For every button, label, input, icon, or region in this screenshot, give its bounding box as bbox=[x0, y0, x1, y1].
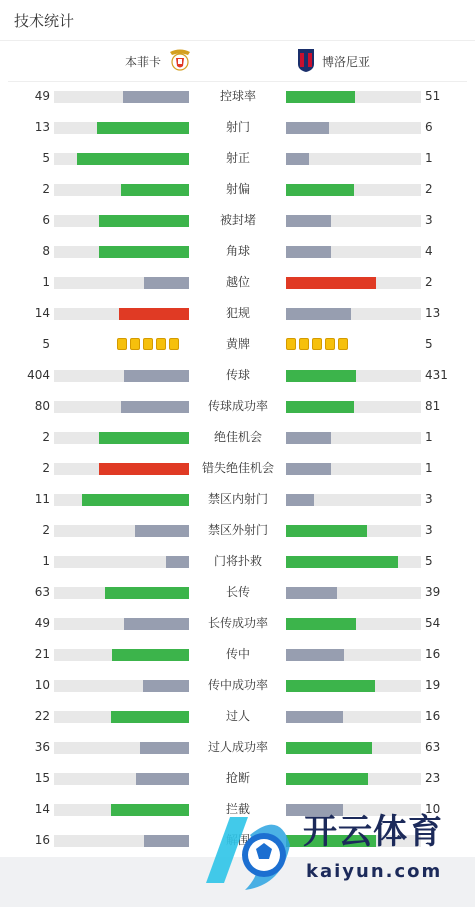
home-bar-track bbox=[54, 680, 189, 692]
away-bar-track bbox=[286, 153, 421, 165]
stats-table bbox=[0, 81, 475, 856]
home-value: 2 bbox=[42, 523, 50, 537]
stat-row bbox=[0, 515, 475, 546]
away-yellow-cards bbox=[286, 338, 348, 350]
stat-label: 越位 bbox=[225, 275, 250, 289]
watermark-text-cn: 开云体育 bbox=[303, 812, 443, 852]
away-bar-track bbox=[286, 711, 421, 723]
watermark-text-en: kaiyun.com bbox=[306, 861, 443, 882]
away-value: 2 bbox=[425, 275, 433, 289]
home-value: 22 bbox=[34, 709, 50, 723]
away-bar-track bbox=[286, 649, 421, 661]
home-bar-track bbox=[54, 773, 189, 785]
home-value: 49 bbox=[34, 89, 50, 103]
away-bar-fill bbox=[286, 91, 355, 103]
home-bar-track bbox=[54, 649, 189, 661]
away-value: 1 bbox=[425, 430, 433, 444]
home-value: 49 bbox=[34, 616, 50, 630]
home-bar-fill bbox=[82, 494, 189, 506]
away-value: 81 bbox=[425, 399, 441, 413]
home-bar-fill bbox=[119, 308, 189, 320]
stat-row bbox=[0, 701, 475, 732]
home-value: 11 bbox=[34, 492, 50, 506]
home-bar-track bbox=[54, 370, 189, 382]
away-team[interactable] bbox=[296, 41, 370, 81]
stat-row bbox=[0, 360, 475, 391]
home-bar-fill bbox=[111, 804, 189, 816]
away-value: 1 bbox=[425, 151, 433, 165]
away-value: 4 bbox=[425, 244, 433, 258]
stat-label: 传中 bbox=[225, 647, 250, 661]
home-bar-track bbox=[54, 401, 189, 413]
stat-label: 射正 bbox=[225, 151, 250, 165]
home-value: 404 bbox=[27, 368, 50, 382]
away-bar-fill bbox=[286, 401, 354, 413]
home-bar-track bbox=[54, 463, 189, 475]
home-value: 8 bbox=[42, 244, 50, 258]
yellow-card-icon bbox=[117, 338, 127, 350]
stat-label: 传中成功率 bbox=[207, 678, 268, 692]
home-bar-fill bbox=[144, 277, 189, 289]
stat-row bbox=[0, 267, 475, 298]
yellow-card-icon bbox=[338, 338, 348, 350]
stat-row bbox=[0, 236, 475, 267]
section-title: 技术统计 bbox=[14, 11, 75, 30]
stat-row bbox=[0, 453, 475, 484]
away-bar-track bbox=[286, 91, 421, 103]
stat-label: 长传成功率 bbox=[207, 616, 268, 630]
stat-label: 绝佳机会 bbox=[213, 430, 262, 444]
stat-label: 门将扑救 bbox=[213, 554, 262, 568]
away-bar-fill bbox=[286, 153, 309, 165]
stat-label: 错失绝佳机会 bbox=[201, 461, 274, 475]
home-bar-track bbox=[54, 122, 189, 134]
stat-row bbox=[0, 763, 475, 794]
stat-label: 拦截 bbox=[225, 802, 250, 816]
away-value: 10 bbox=[425, 802, 441, 816]
home-yellow-cards bbox=[117, 338, 179, 350]
stat-row bbox=[0, 174, 475, 205]
home-bar-track bbox=[54, 742, 189, 754]
away-value: 2 bbox=[425, 182, 433, 196]
stat-label: 犯规 bbox=[225, 306, 250, 320]
home-bar-track bbox=[54, 153, 189, 165]
home-bar-fill bbox=[123, 91, 189, 103]
home-bar-track bbox=[54, 432, 189, 444]
home-value: 21 bbox=[34, 647, 50, 661]
home-bar-track bbox=[54, 246, 189, 258]
away-bar-fill bbox=[286, 773, 368, 785]
away-bar-track bbox=[286, 587, 421, 599]
away-bar-track bbox=[286, 556, 421, 568]
away-bar-track bbox=[286, 618, 421, 630]
home-value: 10 bbox=[34, 678, 50, 692]
away-bar-fill bbox=[286, 618, 356, 630]
section-header bbox=[0, 0, 475, 41]
home-value: 16 bbox=[34, 833, 50, 847]
away-value: 51 bbox=[425, 89, 441, 103]
home-bar-track bbox=[54, 91, 189, 103]
away-value: 63 bbox=[425, 740, 441, 754]
away-bar-track bbox=[286, 370, 421, 382]
home-bar-track bbox=[54, 184, 189, 196]
home-bar-fill bbox=[99, 246, 189, 258]
away-bar-fill bbox=[286, 370, 356, 382]
away-value: 5 bbox=[425, 337, 433, 351]
away-bar-track bbox=[286, 401, 421, 413]
away-bar-track bbox=[286, 680, 421, 692]
away-bar-fill bbox=[286, 742, 372, 754]
away-value: 3 bbox=[425, 492, 433, 506]
home-value: 2 bbox=[42, 461, 50, 475]
stat-label: 角球 bbox=[225, 244, 250, 258]
home-bar-fill bbox=[143, 680, 189, 692]
home-value: 36 bbox=[34, 740, 50, 754]
home-bar-fill bbox=[112, 649, 189, 661]
away-team-name: 博洛尼亚 bbox=[322, 54, 371, 69]
away-bar-track bbox=[286, 122, 421, 134]
stat-row bbox=[0, 112, 475, 143]
home-bar-fill bbox=[136, 773, 189, 785]
stat-row bbox=[0, 143, 475, 174]
away-value: 3 bbox=[425, 213, 433, 227]
away-bar-fill bbox=[286, 587, 337, 599]
yellow-card-icon bbox=[130, 338, 140, 350]
home-bar-fill bbox=[99, 215, 189, 227]
home-bar-track bbox=[54, 494, 189, 506]
yellow-card-icon bbox=[286, 338, 296, 350]
away-value: 431 bbox=[425, 368, 448, 382]
home-bar-track bbox=[54, 804, 189, 816]
home-value: 15 bbox=[34, 771, 50, 785]
away-bar-fill bbox=[286, 680, 375, 692]
stat-label: 禁区内射门 bbox=[207, 492, 268, 506]
home-bar-track bbox=[54, 215, 189, 227]
stat-row bbox=[0, 422, 475, 453]
home-value: 5 bbox=[42, 151, 50, 165]
stat-row bbox=[0, 670, 475, 701]
stat-label: 抢断 bbox=[225, 771, 250, 785]
home-bar-track bbox=[54, 308, 189, 320]
away-bar-fill bbox=[286, 463, 331, 475]
away-bar-track bbox=[286, 494, 421, 506]
home-bar-track bbox=[54, 711, 189, 723]
away-bar-fill bbox=[286, 246, 331, 258]
stat-row bbox=[0, 329, 475, 360]
stat-label: 黄牌 bbox=[225, 337, 250, 351]
stat-row bbox=[0, 391, 475, 422]
yellow-card-icon bbox=[156, 338, 166, 350]
away-value: 19 bbox=[425, 678, 441, 692]
home-bar-fill bbox=[124, 618, 189, 630]
home-bar-fill bbox=[121, 184, 189, 196]
away-value: 23 bbox=[425, 771, 441, 785]
stat-row bbox=[0, 81, 475, 112]
away-bar-track bbox=[286, 773, 421, 785]
home-value: 2 bbox=[42, 182, 50, 196]
home-bar-fill bbox=[99, 432, 189, 444]
stat-label: 被封堵 bbox=[219, 213, 256, 227]
home-bar-track bbox=[54, 525, 189, 537]
home-bar-track bbox=[54, 618, 189, 630]
stat-row bbox=[0, 608, 475, 639]
away-bar-track bbox=[286, 463, 421, 475]
away-bar-track bbox=[286, 742, 421, 754]
home-bar-fill bbox=[99, 463, 189, 475]
away-bar-track bbox=[286, 432, 421, 444]
home-value: 13 bbox=[34, 120, 50, 134]
home-value: 6 bbox=[42, 213, 50, 227]
away-bar-track bbox=[286, 277, 421, 289]
home-bar-fill bbox=[140, 742, 189, 754]
home-bar-fill bbox=[77, 153, 189, 165]
yellow-card-icon bbox=[169, 338, 179, 350]
away-bar-fill bbox=[286, 711, 343, 723]
home-bar-fill bbox=[121, 401, 189, 413]
stat-row bbox=[0, 298, 475, 329]
away-value: 1 bbox=[425, 461, 433, 475]
away-value: 16 bbox=[425, 647, 441, 661]
home-value: 5 bbox=[42, 337, 50, 351]
home-value: 1 bbox=[42, 275, 50, 289]
away-bar-fill bbox=[286, 494, 314, 506]
stat-row bbox=[0, 484, 475, 515]
bologna-crest-icon bbox=[296, 47, 316, 76]
home-team-name: 本菲卡 bbox=[125, 54, 162, 69]
home-value: 1 bbox=[42, 554, 50, 568]
away-value: 6 bbox=[425, 120, 433, 134]
stat-label: 传球成功率 bbox=[207, 399, 268, 413]
stat-row bbox=[0, 639, 475, 670]
home-bar-track bbox=[54, 835, 189, 847]
away-value: 3 bbox=[425, 523, 433, 537]
yellow-card-icon bbox=[299, 338, 309, 350]
home-bar-track bbox=[54, 277, 189, 289]
away-bar-fill bbox=[286, 308, 351, 320]
stat-label: 传球 bbox=[225, 368, 250, 382]
away-bar-fill bbox=[286, 122, 329, 134]
stat-label: 过人 bbox=[225, 709, 250, 723]
home-team[interactable] bbox=[125, 41, 193, 81]
home-bar-fill bbox=[105, 587, 189, 599]
home-value: 80 bbox=[34, 399, 50, 413]
home-bar-track bbox=[54, 587, 189, 599]
home-value: 14 bbox=[34, 802, 50, 816]
home-bar-fill bbox=[144, 835, 189, 847]
away-value: 16 bbox=[425, 709, 441, 723]
away-bar-track bbox=[286, 215, 421, 227]
away-bar-fill bbox=[286, 215, 331, 227]
away-value: 5 bbox=[425, 554, 433, 568]
home-value: 63 bbox=[34, 585, 50, 599]
stat-label: 禁区外射门 bbox=[207, 523, 268, 537]
home-value: 2 bbox=[42, 430, 50, 444]
away-value: 39 bbox=[425, 585, 441, 599]
stat-row bbox=[0, 546, 475, 577]
yellow-card-icon bbox=[143, 338, 153, 350]
home-bar-fill bbox=[135, 525, 189, 537]
teams-row bbox=[8, 41, 467, 82]
away-value: 54 bbox=[425, 616, 441, 630]
stat-label: 射偏 bbox=[225, 182, 250, 196]
away-bar-track bbox=[286, 246, 421, 258]
stat-label: 控球率 bbox=[219, 89, 256, 103]
stat-label: 长传 bbox=[225, 585, 250, 599]
away-bar-fill bbox=[286, 525, 367, 537]
home-value: 14 bbox=[34, 306, 50, 320]
home-bar-track bbox=[54, 556, 189, 568]
away-bar-fill bbox=[286, 432, 331, 444]
stat-label: 过人成功率 bbox=[207, 740, 268, 754]
away-bar-fill bbox=[286, 184, 354, 196]
away-bar-track bbox=[286, 184, 421, 196]
benfica-crest-icon bbox=[167, 47, 193, 76]
away-bar-fill bbox=[286, 556, 398, 568]
home-bar-fill bbox=[111, 711, 189, 723]
stat-row bbox=[0, 732, 475, 763]
away-value: 13 bbox=[425, 306, 441, 320]
stat-label: 射门 bbox=[225, 120, 250, 134]
home-bar-fill bbox=[166, 556, 189, 568]
away-bar-track bbox=[286, 525, 421, 537]
home-bar-fill bbox=[124, 370, 189, 382]
stat-row bbox=[0, 577, 475, 608]
stat-row bbox=[0, 205, 475, 236]
yellow-card-icon bbox=[312, 338, 322, 350]
away-bar-fill bbox=[286, 649, 344, 661]
home-bar-fill bbox=[97, 122, 189, 134]
away-bar-track bbox=[286, 308, 421, 320]
away-bar-fill bbox=[286, 277, 376, 289]
yellow-card-icon bbox=[325, 338, 335, 350]
